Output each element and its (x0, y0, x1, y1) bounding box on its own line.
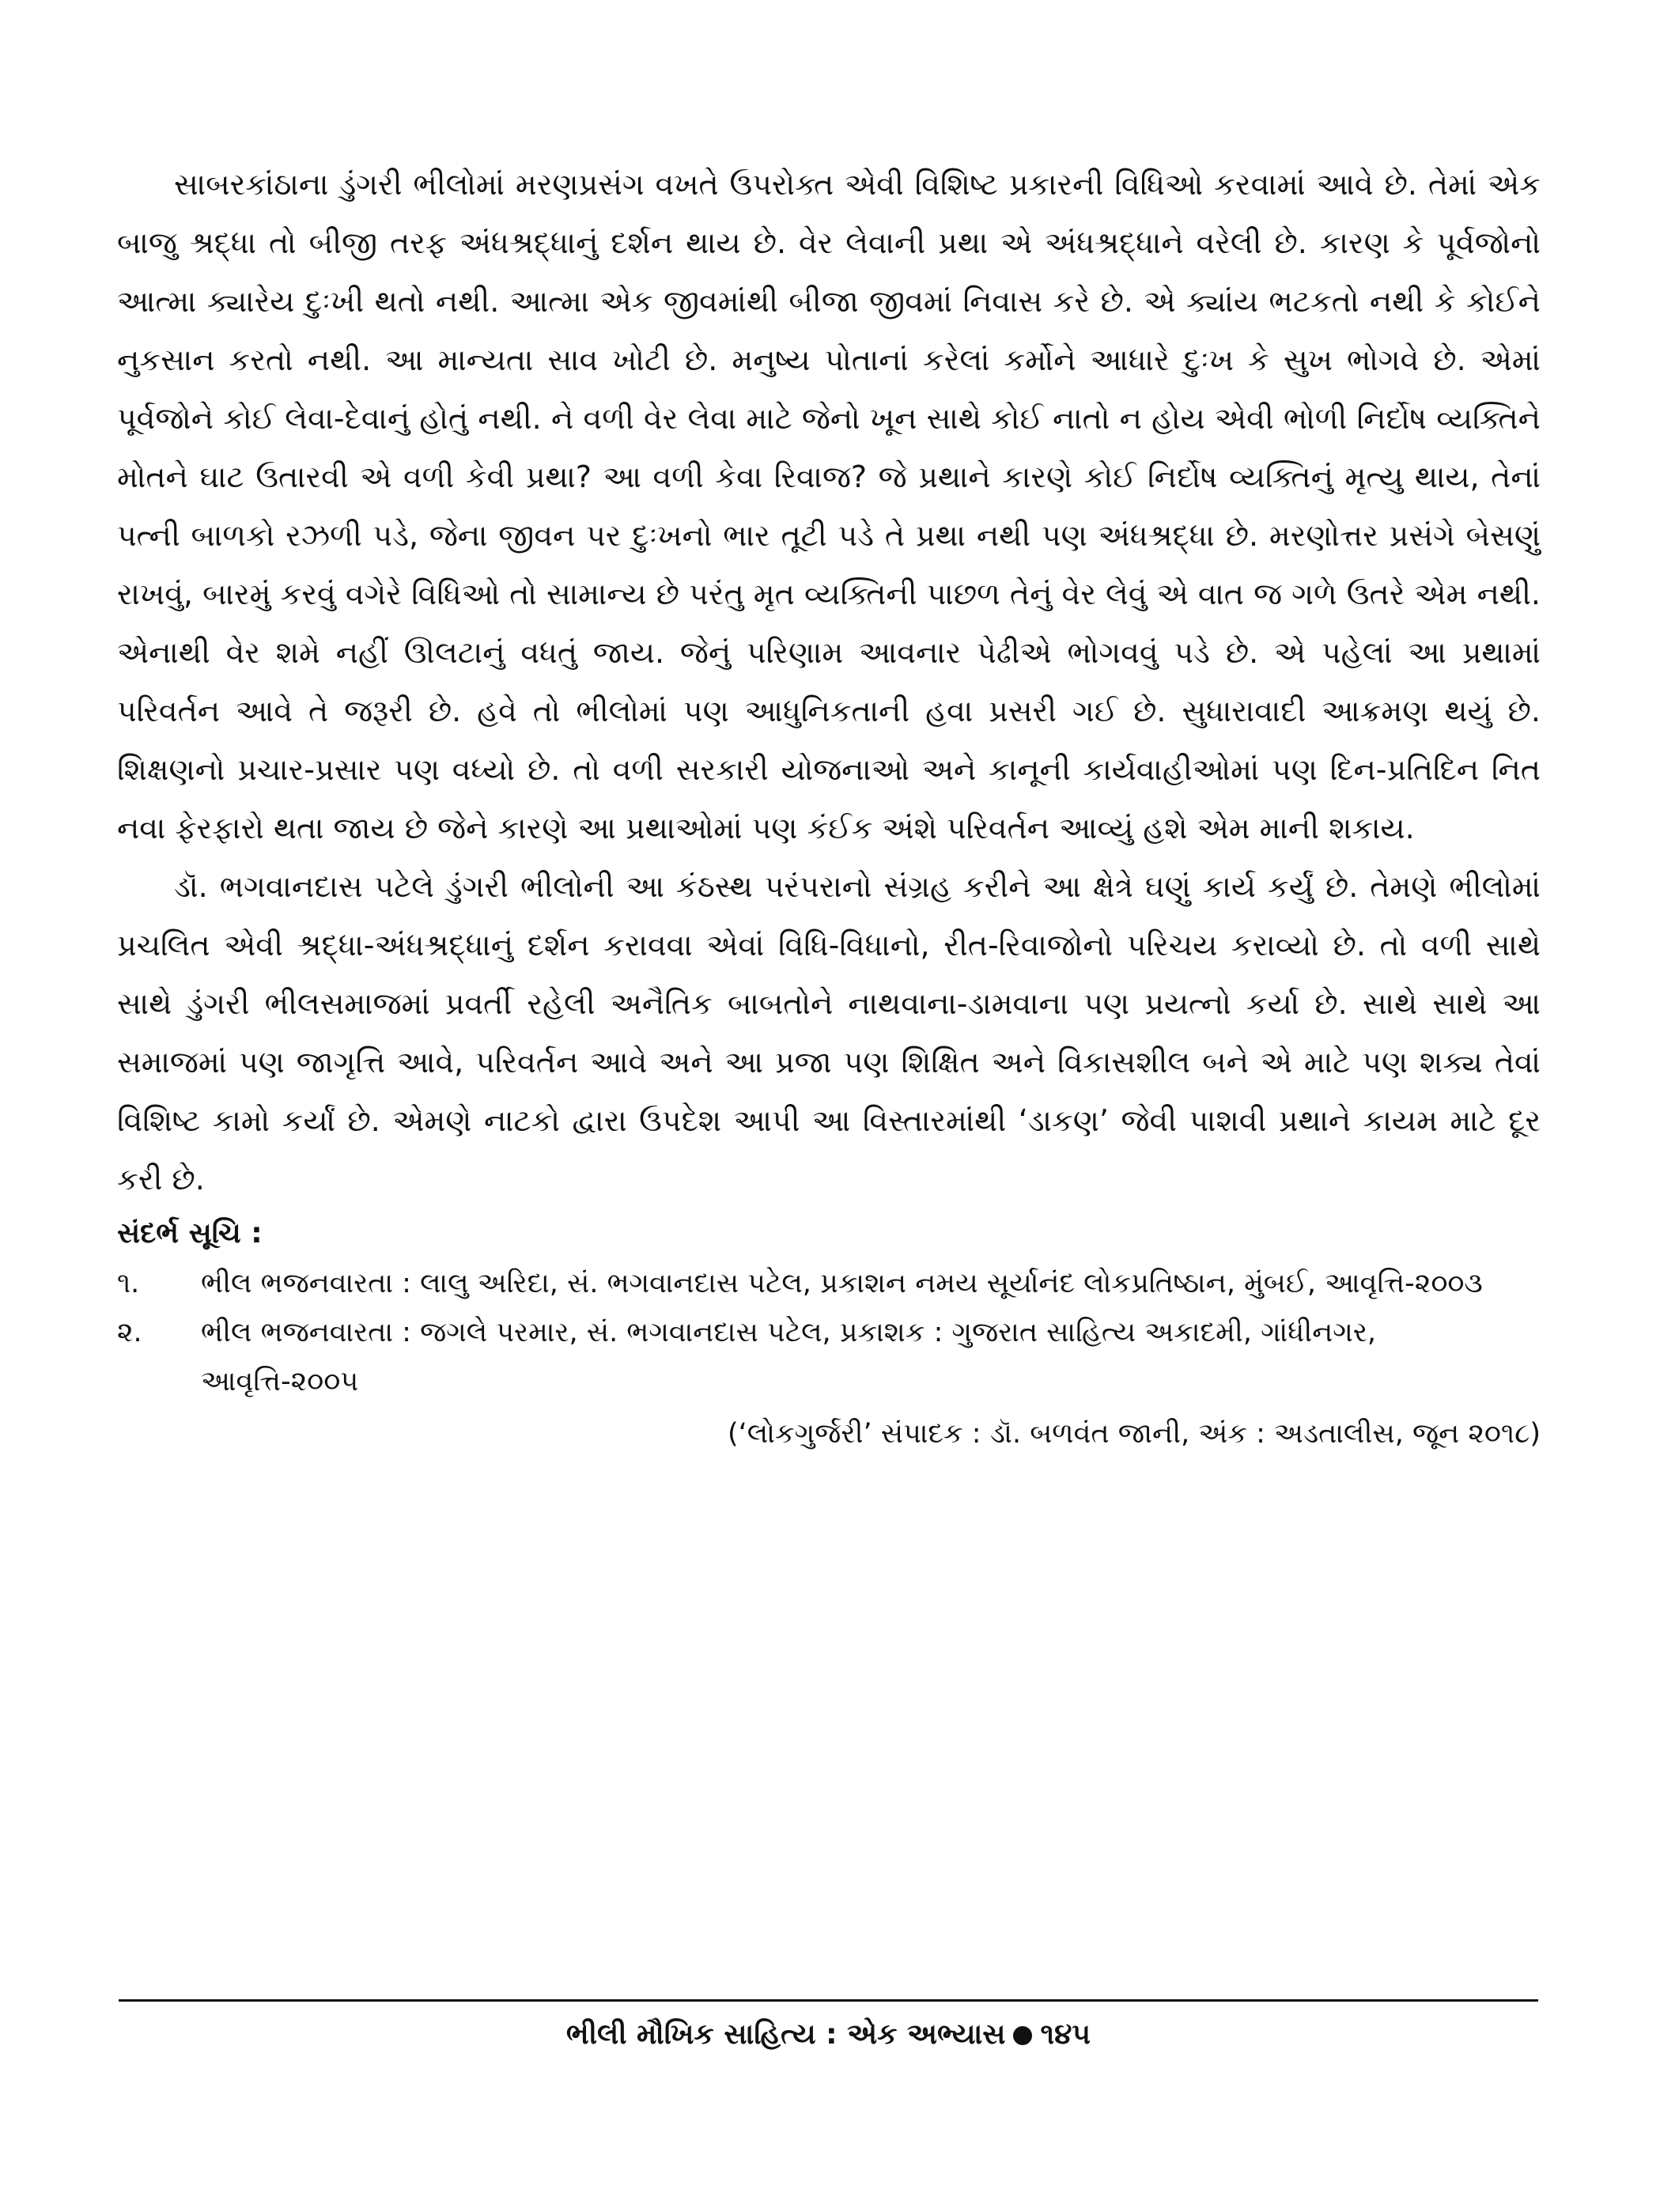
footer-divider (119, 1999, 1538, 2002)
source-citation: (‘લોકગુર્જરી’ સંપાદક : ડૉ. બળવંત જાની, અંક : અડતાલીસ, જૂન ૨૦૧૮) (728, 1418, 1541, 1450)
references-heading: સંદર્ભ સૂચિ : (117, 1217, 263, 1250)
reference-number: ૧. (117, 1268, 140, 1299)
reference-item-2 (117, 1308, 1541, 1406)
page-footer (119, 2015, 1538, 2055)
page-number: ૧૪૫ (1040, 2018, 1091, 2051)
reference-item-1 (117, 1259, 1541, 1308)
paragraph-1: સાબરકાંઠાના ડુંગરી ભીલોમાં મરણપ્રસંગ વખતે ઉપરોક્ત એવી વિશિષ્ટ પ્રકારની વિધિઓ કરવામાં આવે છે. તેમાં એક બાજુ શ્રદ્ધા તો બીજી તરફ અંધશ્રદ્ધાનું દર્શન થાય છે. વેર લેવાની પ્રથા એ અંધશ્રદ્ધાને વરેલી છે. કારણ કે પૂર્વજોનો આત્મા ક્યારેય દુઃખી થતો નથી. આત્મા એક જીવમાંથી બીજા જીવમાં નિવાસ કરે છે. એ ક્યાંય ભટકતો નથી કે કોઈને નુકસાન કરતો નથી. આ માન્યતા સાવ ખોટી છે. મનુષ્ય પોતાનાં કરેલાં કર્મોને આધારે દુઃખ કે સુખ ભોગવે છે. એમાં પૂર્વજોને કોઈ લેવા-દેવાનું હોતું નથી. ને વળી વેર લેવા માટે જેનો ખૂન સાથે કોઈ નાતો ન હોય એવી ભોળી નિર્દોષ વ્યક્તિને મોતને ઘાટ ઉતારવી એ વળી કેવી પ્રથા? આ વળી કેવા રિવાજ? જે પ્રથાને કારણે કોઈ નિર્દોષ વ્યક્તિનું મૃત્યુ થાય, તેનાં પત્ની બાળકો રઝળી પડે, જેના જીવન પર દુઃખનો ભાર તૂટી પડે તે પ્રથા નથી પણ અંધશ્રદ્ધા છે. મરણોત્તર પ્રસંગે બેસણું રાખવું, બારમું કરવું વગેરે વિધિઓ તો સામાન્ય છે પરંતુ મૃત વ્યક્તિની પાછળ તેનું વેર લેવું એ વાત જ ગળે ઉતરે એમ નથી. એનાથી વેર શમે નહીં ઊલટાનું વધતું જાય. જેનું પરિણામ આવનાર પેઢીએ ભોગવવું પડે છે. એ પહેલાં આ પ્રથામાં પરિવર્તન આવે તે જરૂરી છે. હવે તો ભીલોમાં પણ આધુનિકતાની હવા પ્રસરી ગઈ છે. સુધારાવાદી આક્રમણ થયું છે. શિક્ષણનો પ્રચાર-પ્રસાર પણ વધ્યો છે. તો વળી સરકારી યોજનાઓ અને કાનૂની કાર્યવાહીઓમાં પણ દિન-પ્રતિદિન નિત નવા ફેરફારો થતા જાય છે જેને કારણે આ પ્રથાઓમાં પણ કંઈક અંશે પરિવર્તન આવ્યું હશે એમ માની શકાય. (117, 167, 1541, 845)
paragraph-2: ડૉ. ભગવાનદાસ પટેલે ડુંગરી ભીલોની આ કંઠસ્થ પરંપરાનો સંગ્રહ કરીને આ ક્ષેત્રે ઘણું કાર્ય કર્યું છે. તેમણે ભીલોમાં પ્રચલિત એવી શ્રદ્ધા-અંધશ્રદ્ધાનું દર્શન કરાવવા એવાં વિધિ-વિધાનો, રીત-રિવાજોનો પરિચય કરાવ્યો છે. તો વળી સાથે સાથે ડુંગરી ભીલસમાજમાં પ્રવર્તી રહેલી અનૈતિક બાબતોને નાથવાના-ડામવાના પણ પ્રયત્નો કર્યા છે. સાથે સાથે આ સમાજમાં પણ જાગૃત્તિ આવે, પરિવર્તન આવે અને આ પ્રજા પણ શિક્ષિત અને વિકાસશીલ બને એ માટે પણ શક્ય તેવાં વિશિષ્ટ કામો કર્યાં છે. એમણે નાટકો દ્વારા ઉપદેશ આપી આ વિસ્તારમાંથી ‘ડાકણ’ જેવી પાશવી પ્રથાને કાયમ માટે દૂર કરી છે. (117, 869, 1541, 1197)
main-text-block (117, 155, 1541, 1458)
book-title: ભીલી મૌખિક સાહિત્ય : એક અભ્યાસ (565, 2018, 1006, 2051)
filled-circle-icon (1013, 2026, 1032, 2045)
reference-text: ભીલ ભજનવારતા : લાલુ અરિદા, સં. ભગવાનદાસ પટેલ, પ્રકાશન નમય સૂર્યાનંદ લોકપ્રતિષ્ઠાન, મુંબઈ, આવૃત્તિ-૨૦૦૩ (201, 1268, 1483, 1299)
reference-text: ભીલ ભજનવારતા : જગલે પરમાર, સં. ભગવાનદાસ પટેલ, પ્રકાશક : ગુજરાત સાહિત્ય અકાદમી, ગાંધીનગર, આવૃત્તિ-૨૦૦૫ (201, 1317, 1377, 1397)
reference-number: ૨. (117, 1317, 142, 1348)
